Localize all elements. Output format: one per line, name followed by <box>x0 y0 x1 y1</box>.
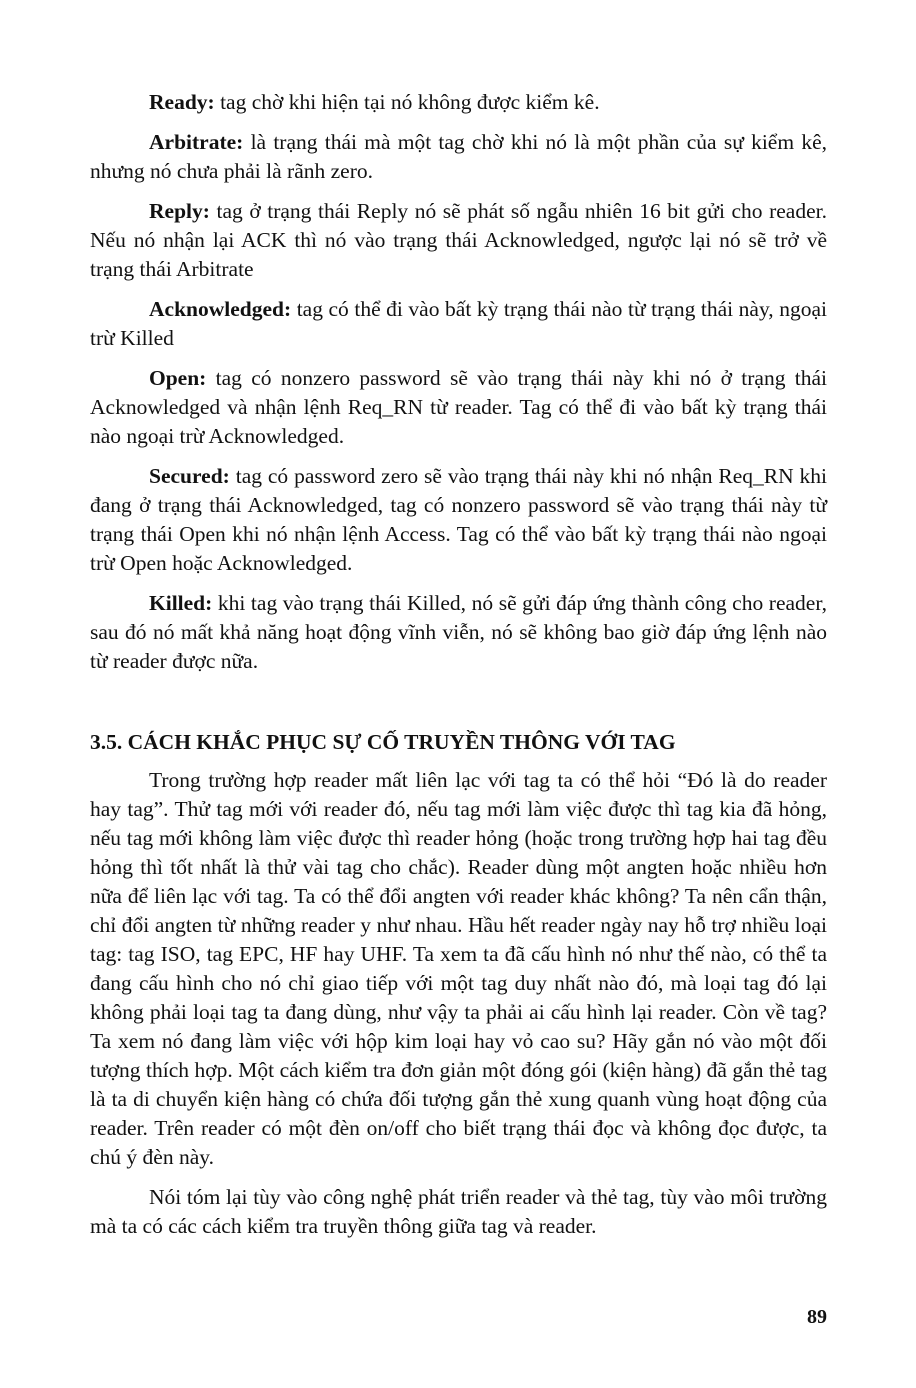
definition-term: Open: <box>149 366 207 390</box>
definition-text: tag có password zero sẽ vào trạng thái này khi nó nhận Req_RN khi đang ở trạng thái Acknowledged, tag có nonzero password sẽ vào trạng thái này từ trạng thái Open khi nó nhận lệnh Access. Tag có thể vào bất kỳ trạng thái nào ngoại trừ Open hoặc Acknowledged. <box>90 464 827 575</box>
definition-text: tag chờ khi hiện tại nó không được kiểm kê. <box>214 90 600 114</box>
page-content <box>90 88 827 1241</box>
definition-text: tag có thể đi vào bất kỳ trạng thái nào từ trạng thái này, ngoại trừ Killed <box>90 297 827 350</box>
definition-term: Acknowledged: <box>149 297 292 321</box>
definition-arbitrate <box>90 128 827 186</box>
definition-term: Reply: <box>149 199 210 223</box>
page-number: 89 <box>807 1306 827 1328</box>
definition-term: Ready: <box>149 90 215 114</box>
definition-term: Killed: <box>149 591 213 615</box>
definition-killed <box>90 589 827 676</box>
definition-text: khi tag vào trạng thái Killed, nó sẽ gửi đáp ứng thành công cho reader, sau đó nó mất khả năng hoạt động vĩnh viễn, nó sẽ không bao giờ đáp ứng lệnh nào từ reader được nữa. <box>90 591 827 673</box>
definition-secured <box>90 462 827 578</box>
section-title: 3.5. CÁCH KHẮC PHỤC SỰ CỐ TRUYỀN THÔNG VỚI TAG <box>90 730 676 754</box>
definition-text: tag có nonzero password sẽ vào trạng thái này khi nó ở trạng thái Acknowledged và nhận lệnh Req_RN từ reader. Tag có thể đi vào bất kỳ trạng thái nào ngoại trừ Acknowledged. <box>90 366 827 448</box>
definition-open <box>90 364 827 451</box>
definition-term: Secured: <box>149 464 230 488</box>
definition-reply <box>90 197 827 284</box>
definition-acknowledged <box>90 295 827 353</box>
definition-text: là trạng thái mà một tag chờ khi nó là một phần của sự kiểm kê, nhưng nó chưa phải là rãnh zero. <box>90 130 827 183</box>
definition-ready <box>90 88 827 117</box>
body-paragraph: Trong trường hợp reader mất liên lạc với tag ta có thể hỏi “Đó là do reader hay tag”. Thử tag mới với reader đó, nếu tag mới làm việc được thì tag kia đã hỏng, nếu tag mới không làm việc được thì reader hỏng (hoặc trong trường hợp hai tag đều hỏng thì tốt nhất là thử vài tag cho chắc). Reader dùng một angten hoặc nhiều hơn nữa để liên lạc với tag. Ta có thể đổi angten với reader khác không? Ta nên cẩn thận, chỉ đổi angten từ những reader y như nhau. Hầu hết reader ngày nay hỗ trợ nhiều loại tag: tag ISO, tag EPC, HF hay UHF. Ta xem ta đã cấu hình nó như thế nào, có thể ta đang cấu hình cho nó chỉ giao tiếp với một tag duy nhất nào đó, mà loại tag đó lại không phải loại tag ta đang dùng, như vậy ta phải ai cấu hình lại reader. Còn về tag? Ta xem nó đang làm việc với hộp kim loại hay vỏ cao su? Hãy gắn nó vào một đối tượng thích hợp. Một cách kiểm tra đơn giản một đóng gói (kiện hàng) đã gắn thẻ tag là ta di chuyển kiện hàng có chứa đối tượng gắn thẻ xung quanh vùng hoạt động của reader. Trên reader có một đèn on/off cho biết trạng thái đọc và không đọc được, ta chú ý đèn này. <box>90 768 827 1169</box>
definition-text: tag ở trạng thái Reply nó sẽ phát số ngẫu nhiên 16 bit gửi cho reader. Nếu nó nhận lại ACK thì nó vào trạng thái Acknowledged, ngược lại nó sẽ trở về trạng thái Arbitrate <box>90 199 827 281</box>
body-paragraph: Nói tóm lại tùy vào công nghệ phát triển reader và thẻ tag, tùy vào môi trường mà ta có các cách kiểm tra truyền thông giữa tag và reader. <box>90 1185 827 1238</box>
definition-term: Arbitrate: <box>149 130 244 154</box>
